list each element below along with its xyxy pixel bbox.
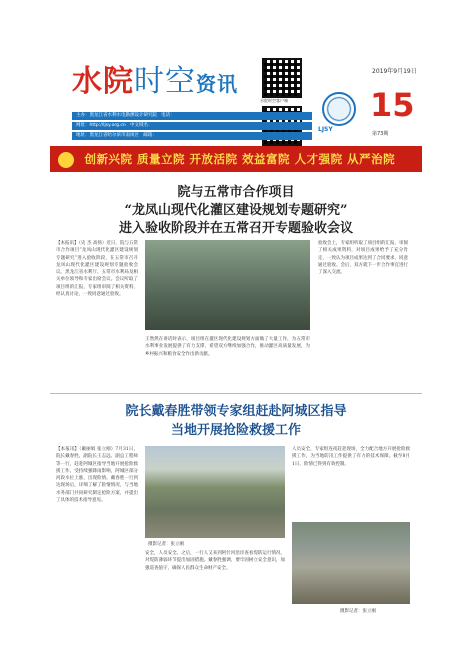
qr-caption-1: 水院时空客户端: [260, 98, 288, 103]
info-row-3: [72, 132, 312, 140]
qr-code-1: [262, 58, 302, 98]
article1-col-mid: 王然然在讲话时表示，项目组在灌区现代化建设规划方面做了大量工作，为五常市水利事业发展提供了有力支撑，希望双方继续加强合作，推动灌区高质量发展，为乡村振兴和粮食安全作出新贡献。: [145, 337, 310, 357]
article1-headline-2: “龙凤山现代化灌区建设规划专题研究”: [124, 203, 348, 218]
slogan-3: 开放活院: [189, 152, 238, 166]
article2-headline-2: 当地开展抢险救援工作: [170, 423, 301, 438]
info-address: 地址：黑龙江省哈尔滨市南岗区: [76, 133, 139, 138]
info-email: 邮箱：: [143, 133, 157, 138]
article2-photo-2: [292, 522, 410, 604]
article2-col-right: 人员安全，专家组连夜赶赴现场，全力配合地方开展抢险救援工作，为当地防汛工作提供了有力的技术保障。截至8月1日，险情已得到有效控制。: [292, 447, 410, 467]
info-phone: 电话：: [161, 113, 175, 118]
slogan-1: 创新兴院: [84, 152, 133, 166]
info-row-1: [72, 112, 312, 120]
article2-photo-caption-1: 摄影记者：张立刚: [148, 542, 184, 547]
article1-col-right: 验收会上，专家组听取了项目组的汇报，审阅了相关成果资料，对项目成果给予了充分肯定，一致认为项目成果达到了合同要求，同意通过验收。会后，双方就下一步合作事宜进行了深入交流。: [318, 241, 408, 276]
issue-number: 15: [370, 86, 415, 124]
article2-col-left: 【本报讯】（戴丽娟 张立刚）7月31日，院长戴春胜、副院长王志远、副总工程师等一行，赶赴阿城区指导当地开展抢险救援工作。受持续强降雨影响，阿城区部分河段水位上涨，出现险情。戴春胜一行到达现场后，详细了解了险情情况，与当地水务部门共同研究制定抢险方案，并提出了具体的技术指导意见。: [56, 447, 138, 504]
masthead-title-b: 时空: [134, 64, 196, 99]
institute-logo-icon: [322, 92, 356, 126]
article1-col-left: 【本报讯】（史 杰 高扬）近日，院与五常市合作项目“龙凤山现代化灌区建设规划专题研究”进入验收阶段，在五常市召开龙凤山现代化灌区建设规划专题验收会议。黑龙江省水利厅、五常市水利局及相关单位领导和专家出席会议。会议听取了项目组的汇报，专家组审阅了相关资料，经认真讨论，一致同意通过验收。: [56, 241, 138, 298]
issue-date: 2019年9月19日: [372, 68, 417, 75]
masthead-title-a: 水院: [72, 64, 134, 99]
masthead-title-c: 资讯: [196, 72, 238, 96]
article1-headline-3: 进入验收阶段并在五常召开专题验收会议: [118, 221, 353, 236]
slogan-4: 效益富院: [242, 152, 291, 166]
article1-photo: [145, 240, 310, 330]
info-sponsor: 主办：黑龙江省水利水电勘测设计研究院: [76, 113, 157, 118]
info-domain: 中文域名：: [130, 123, 153, 128]
article1-headline-1: 院与五常市合作项目: [177, 185, 295, 200]
info-website: 网址：http://ljsy.org.cn: [76, 123, 126, 128]
slogan-5: 人才强院: [294, 152, 343, 166]
article2-photo-1: [145, 446, 285, 538]
article2-col-mid: 安全，人员安全。之后，一行人又来到阿什河沿岸查看堤防运行情况，对堤防薄弱环节提出加固措施。戴春胜强调，要牢固树立安全意识，加强巡查值守，确保人民群众生命财产安全。: [145, 551, 285, 571]
slogan-2: 质量立院: [137, 152, 186, 166]
info-row-2: [72, 122, 312, 130]
article2-headline-1: 院长戴春胜带领专家组赶赴阿城区指导: [125, 404, 347, 419]
section-divider: [50, 393, 422, 394]
slogan-banner: [50, 146, 422, 172]
slogan-6: 从严治院: [347, 152, 396, 166]
article2-photo-caption-2: 摄影记者：张立刚: [340, 609, 376, 614]
masthead-title: [72, 56, 238, 100]
issue-total: 第73期: [372, 131, 389, 137]
logo-text: LJSY: [318, 126, 333, 133]
party-emblem-icon: [58, 152, 74, 168]
